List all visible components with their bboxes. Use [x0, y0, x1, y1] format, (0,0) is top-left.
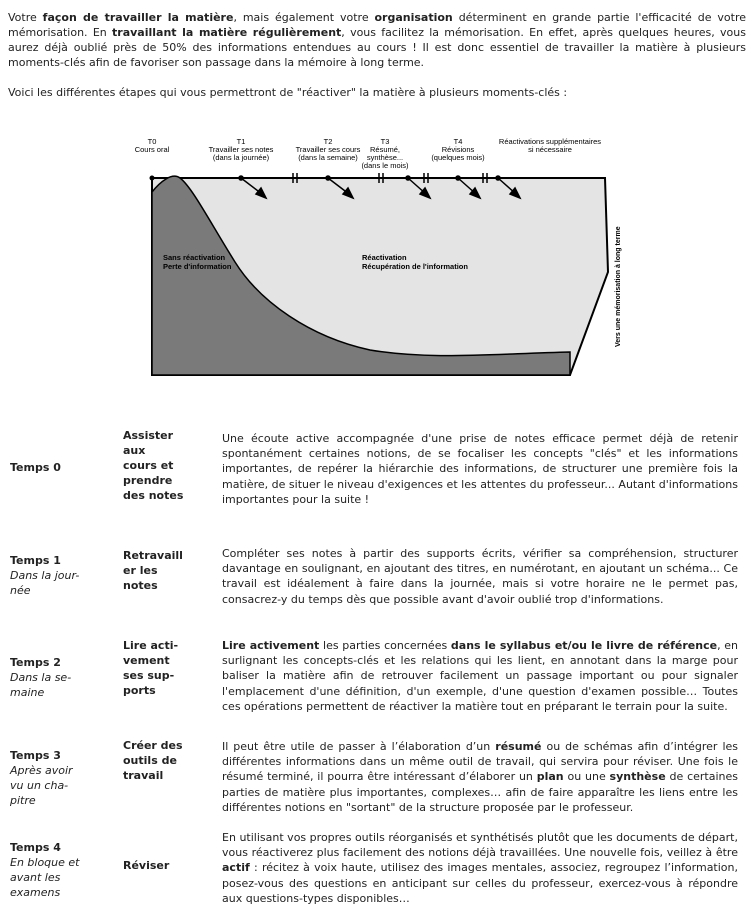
stage-time-title: Temps 2 [10, 656, 61, 669]
stage-action-cell: Réviser [123, 859, 170, 872]
long-term-memory-label: Vers une mémorisation à long terme [615, 226, 622, 347]
stage-label-t2: T2 Travailler ses cours (dans la semaine) [295, 137, 361, 162]
stage-label-t0: T0 Cours oral [134, 137, 170, 154]
stage-action-cell: Créer des outils de travail [123, 739, 183, 782]
no-reactivation-label: Sans réactivation Perte d'information [163, 253, 232, 271]
stage-time-subtitle: Dans la jour- [10, 569, 80, 582]
stage-time-subtitle: Après avoir [10, 764, 73, 777]
stage-label-t4: T4 Révisions (quelques mois) [431, 137, 485, 162]
stage-action-cell: Lire acti- vement ses sup- ports [123, 639, 179, 697]
stage-time-subtitle: pitre [10, 794, 36, 807]
stage-action-cell: Retravaill er les notes [123, 549, 183, 592]
stage-time-title: Temps 0 [10, 461, 61, 474]
stage-time-cell [10, 840, 110, 900]
stage-time-cell [10, 748, 110, 808]
stage-label-extra: Réactivations supplémentaires si nécessaire [498, 137, 602, 154]
stage-time-subtitle: maine [10, 686, 45, 699]
stage-time-subtitle: vu un cha- [10, 779, 69, 792]
stage-label-t1: T1 Travailler ses notes (dans la journée) [208, 137, 274, 162]
stage-time-subtitle: En bloque et [10, 856, 80, 869]
stage-time-cell [10, 553, 110, 598]
stage-description-cell: Une écoute active accompagnée d'une prise de notes efficace permet déjà de retenir spontanément certaines notions, de se focaliser les concepts "clés" et les informations importantes, de repérer la hiérarchie des informations, de structurer une première fois la matière, de situer le niveau d'exigences et les attentes du professeur... Autant d'informations importantes pour la suite ! [222, 432, 738, 506]
stage-description-cell: Lire activement les parties concernées dans le syllabus et/ou le livre de référence, en surlignant les concepts-clés et les relations qui les lient, en annotant dans la marge pour baliser la matière afin de retrouver facilement un passage important ou pour signaler l'emplacement d'une définition, d'un exemple, d'une question d'examen possible… Toutes ces opérations permettent de réactiver la matière tout en préparant le terrain pour la suite. [222, 639, 739, 713]
stage-time-subtitle: avant les [10, 871, 61, 884]
stage-time-subtitle: examens [10, 886, 61, 899]
stage-action-cell: Assister aux cours et prendre des notes [123, 429, 184, 502]
stage-label-t3: T3 Résumé, synthèse... (dans le mois) [361, 137, 409, 170]
stage-time-title: Temps 4 [10, 841, 61, 854]
stage-time-subtitle: Dans la se- [10, 671, 72, 684]
stage-description-cell: Compléter ses notes à partir des supports écrits, vérifier sa compréhension, structurer davantage en soulignant, en ajoutant des titres, en numérotant, en ajoutant un schéma... Ce travail est idéalement à faire dans la journée, mais si votre horaire ne le permet pas, consacrez-y du temps dès que possible avant d'avoir oublié trop d'informations. [222, 547, 738, 606]
stage-time-cell [10, 460, 110, 475]
stage-time-subtitle: née [10, 584, 31, 597]
stage-description-cell: En utilisant vos propres outils réorganisés et synthétisés plutôt que les documents de départ, vous réactiverez plus facilement des notions déjà travaillées. Une nouvelle fois, veillez à être actif : récitez à voix haute, utilisez des images mentales, associez, regroupez l’information, posez-vous des questions en anticipant sur celles du professeur, exercez-vous à répondre aux questions-types disponibles… [222, 831, 738, 905]
stage-time-title: Temps 1 [10, 554, 61, 567]
intro-paragraph: Votre façon de travailler la matière, mais également votre organisation déterminent en grande partie l'efficacité de votre mémorisation. En travaillant la matière régulièrement, vous facilitez la mémorisation. En effet, après quelques heures, vous aurez déjà oublié près de 50% des informations entendues au cours ! Il est donc essentiel de travailler la matière à plusieurs moments-clés afin de favoriser son passage dans la mémoire à long terme. [8, 11, 746, 69]
memory-reactivation-diagram [100, 132, 660, 382]
stage-time-title: Temps 3 [10, 749, 61, 762]
stage-description-cell: Il peut être utile de passer à l’élaboration d’un résumé ou de schémas afin d’intégrer les différentes informations dans un même outil de travail, qui servira pour réviser. Une fois le résumé terminé, il pourra être intéressant d’élaborer un plan ou une synthèse de certaines parties de matière plus importantes, complexes… afin de faire apparaître les liens entre les différentes notions en "sortant" de la structure proposée par le professeur. [222, 740, 738, 814]
reactivation-label: Réactivation Récupération de l'information [362, 253, 468, 271]
steps-intro: Voici les différentes étapes qui vous permettront de "réactiver" la matière à plusieurs moments-clés : [8, 86, 568, 99]
stage-time-cell [10, 655, 110, 700]
